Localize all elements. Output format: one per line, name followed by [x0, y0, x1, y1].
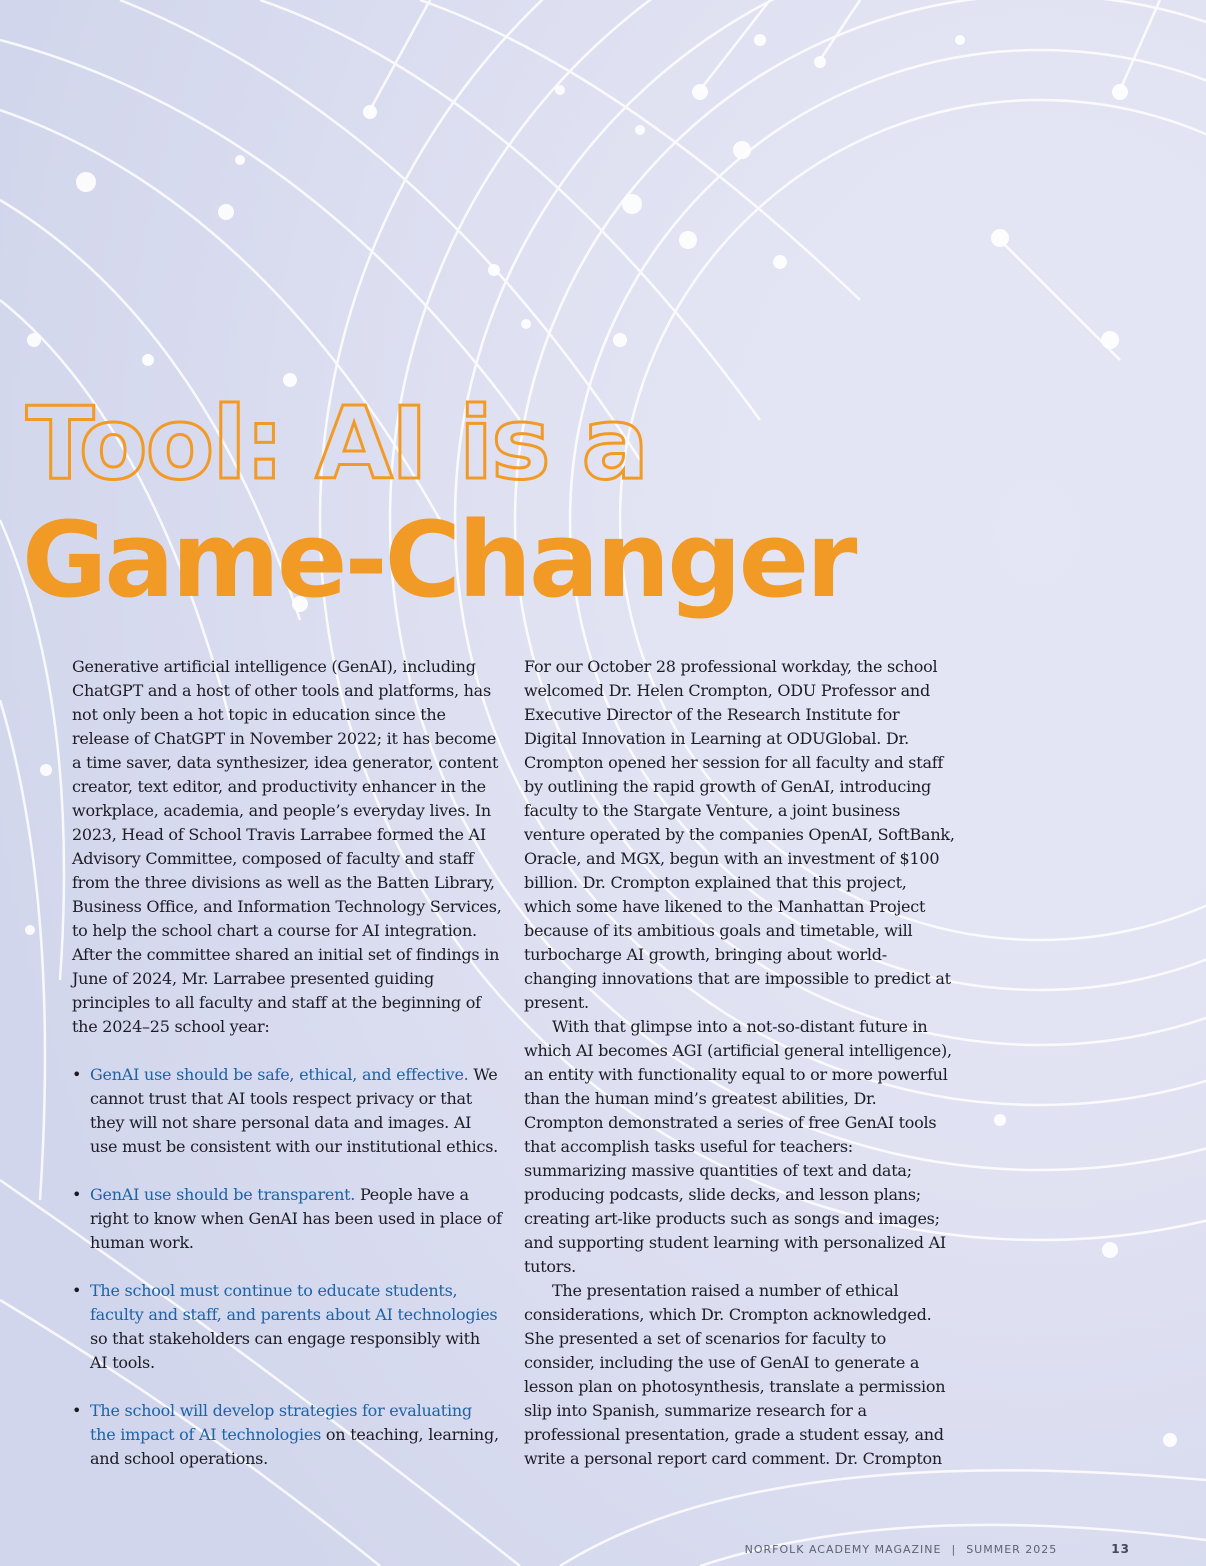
principle-lead: The school must continue to educate students, faculty and staff, and parents about AI technologies: [90, 1281, 498, 1324]
intro-paragraph: Generative artificial intelligence (GenAI), including ChatGPT and a host of other tools and platforms, has not only been a hot topic in education since the release of ChatGPT in November 2022; it has become a time saver, data synthesizer, idea generator, content creator, text editor, and productivity enhancer in the workplace, academia, and people’s everyday lives. In 2023, Head of School Travis Larrabee formed the AI Advisory Committee, composed of faculty and staff from the three divisions as well as the Batten Library, Business Office, and Information Technology Services, to help the school chart a course for AI integration. After the committee shared an initial set of findings in June of 2024, Mr. Larrabee presented guiding principles to all faculty and staff at the beginning of the 2024–25 school year:: [72, 657, 502, 1036]
right-column: [524, 655, 956, 1471]
principle-lead: GenAI use should be transparent.: [90, 1185, 356, 1204]
publication-name: NORFOLK ACADEMY MAGAZINE: [744, 1543, 942, 1556]
footer-separator: |: [951, 1543, 957, 1556]
list-item: [72, 1063, 502, 1159]
bullet-icon: •: [72, 1281, 82, 1300]
issue-label: SUMMER 2025: [966, 1543, 1058, 1556]
principle-text: People have a right to know when GenAI has been used in place of human work.: [90, 1185, 502, 1252]
body-paragraph: With that glimpse into a not-so-distant future in which AI becomes AGI (artificial general intelligence), an entity with functionality equal to or more powerful than the human mind’s greatest abilities, Dr. Crompton demonstrated a series of free GenAI tools that accomplish tasks useful for teachers: summarizing massive quantities of text and data; producing podcasts, slide decks, and lesson plans; creating art-like products such as songs and images; and supporting student learning with personalized AI tutors.: [524, 1017, 952, 1276]
list-item: [72, 1183, 502, 1255]
title-line-1: Tool: AI is a: [26, 385, 647, 502]
principle-text: We cannot trust that AI tools respect privacy or that they will not share personal data and images. AI use must be consistent with our institutional ethics.: [90, 1065, 498, 1156]
page-footer: [745, 1542, 1130, 1556]
title-line-2: Game-Changer: [22, 499, 855, 621]
list-item: [72, 1279, 502, 1375]
principle-text: on teaching, learning, and school operations.: [90, 1425, 499, 1468]
bullet-icon: •: [72, 1065, 82, 1084]
principle-text: so that stakeholders can engage responsibly with AI tools.: [90, 1329, 480, 1372]
principle-lead: GenAI use should be safe, ethical, and effective.: [90, 1065, 469, 1084]
list-item: [72, 1399, 502, 1471]
bullet-icon: •: [72, 1401, 82, 1420]
page-number: 13: [1111, 1542, 1130, 1556]
body-paragraph: For our October 28 professional workday, the school welcomed Dr. Helen Crompton, ODU Professor and Executive Director of the Research Institute for Digital Innovation in Learning at ODUGlobal. Dr. Crompton opened her session for all faculty and staff by outlining the rapid growth of GenAI, introducing faculty to the Stargate Venture, a joint business venture operated by the companies OpenAI, SoftBank, Oracle, and MGX, begun with an investment of $100 billion. Dr. Crompton explained that this project, which some have likened to the Manhattan Project because of its ambitious goals and timetable, will turbocharge AI growth, bringing about world-changing innovations that are impossible to predict at present.: [524, 657, 955, 1012]
guiding-principles-list: [72, 1063, 502, 1471]
left-column: [72, 655, 502, 1495]
bullet-icon: •: [72, 1185, 82, 1204]
body-paragraph: The presentation raised a number of ethical considerations, which Dr. Crompton acknowledged. She presented a set of scenarios for faculty to consider, including the use of GenAI to generate a lesson plan on photosynthesis, translate a permission slip into Spanish, summarize research for a professional presentation, grade a student essay, and write a personal report card comment. Dr. Crompton: [524, 1281, 946, 1468]
principle-lead: The school will develop strategies for evaluating the impact of AI technologies: [90, 1401, 472, 1444]
